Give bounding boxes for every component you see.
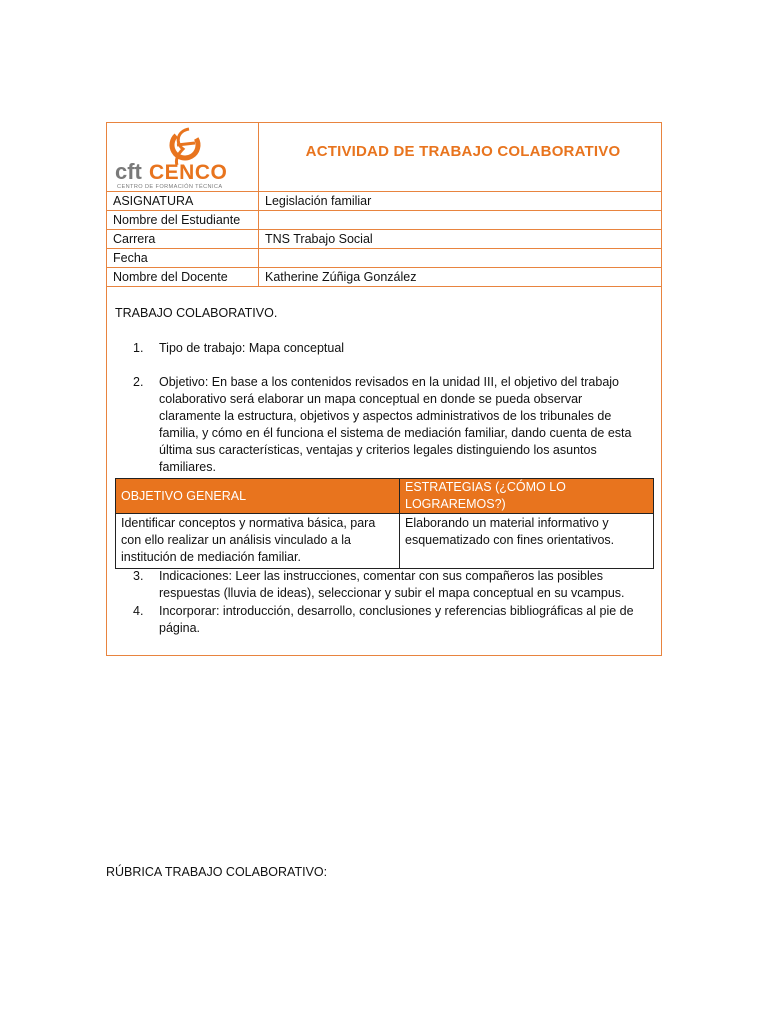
item-number: 1. [133, 341, 144, 355]
section-title: TRABAJO COLABORATIVO. [115, 306, 278, 320]
field-label: Nombre del Estudiante [107, 211, 259, 230]
field-row [107, 249, 662, 268]
list-item [133, 374, 645, 476]
rubrica-title: RÚBRICA TRABAJO COLABORATIVO: [106, 865, 328, 879]
logo-subtitle: CENTRO DE FORMACIÓN TÉCNICA [117, 184, 223, 190]
field-value [259, 249, 662, 268]
list-item [133, 340, 647, 357]
objective-general-cell: Identificar conceptos y normativa básica, para con ello realizar un análisis vinculado a la institución de mediación familiar. [116, 514, 400, 569]
field-label: Fecha [107, 249, 259, 268]
activity-sheet [106, 122, 662, 656]
field-value [259, 211, 662, 230]
header-form-table [106, 122, 662, 287]
field-row [107, 230, 662, 249]
strategies-cell: Elaborando un material informativo y esquematizado con fines orientativos. [400, 514, 654, 569]
field-row [107, 268, 662, 287]
activity-body [106, 287, 662, 656]
list-item [133, 568, 647, 602]
field-row [107, 211, 662, 230]
item-number: 2. [133, 375, 144, 389]
item-text: Incorporar: introducción, desarrollo, conclusiones y referencias bibliográficas al pie de página. [159, 604, 634, 635]
logo-text-cft: cft [115, 159, 142, 184]
field-value: Legislación familiar [259, 192, 662, 211]
field-label: ASIGNATURA [107, 192, 259, 211]
title-cell [259, 123, 662, 192]
objectives-header-general: OBJETIVO GENERAL [116, 479, 400, 514]
page-title: ACTIVIDAD DE TRABAJO COLABORATIVO [305, 143, 621, 160]
item-text: Indicaciones: Leer las instrucciones, comentar con sus compañeros las posibles respuestas (lluvia de ideas), seleccionar y subir el mapa conceptual en su vcampus. [159, 569, 625, 600]
logo-cell [107, 123, 259, 192]
item-number: 3. [133, 569, 144, 583]
field-label: Nombre del Docente [107, 268, 259, 287]
item-text: Tipo de trabajo: Mapa conceptual [159, 341, 345, 355]
list-item [133, 603, 647, 637]
field-label: Carrera [107, 230, 259, 249]
item-text: Objetivo: En base a los contenidos revisados en la unidad III, el objetivo del trabajo colaborativo será elaborar un mapa conceptual en donde se pueda observar claramente la estructura, objetivos y aspectos administrativos de los tribunales de familia, y cómo en él funciona el sistema de mediación familiar, dando cuenta de esta última sus características, ventajas y criterios legales distinguiendo los asuntos familiares. [159, 375, 632, 474]
logo-text-cenco: CENCO [149, 161, 228, 184]
objectives-table [115, 478, 654, 569]
cftcenco-logo [107, 123, 257, 191]
field-value: Katherine Zúñiga González [259, 268, 662, 287]
objectives-header-strategies: ESTRATEGIAS (¿CÓMO LO LOGRAREMOS?) [400, 479, 654, 514]
field-value: TNS Trabajo Social [259, 230, 662, 249]
item-number: 4. [133, 604, 144, 618]
field-row [107, 192, 662, 211]
